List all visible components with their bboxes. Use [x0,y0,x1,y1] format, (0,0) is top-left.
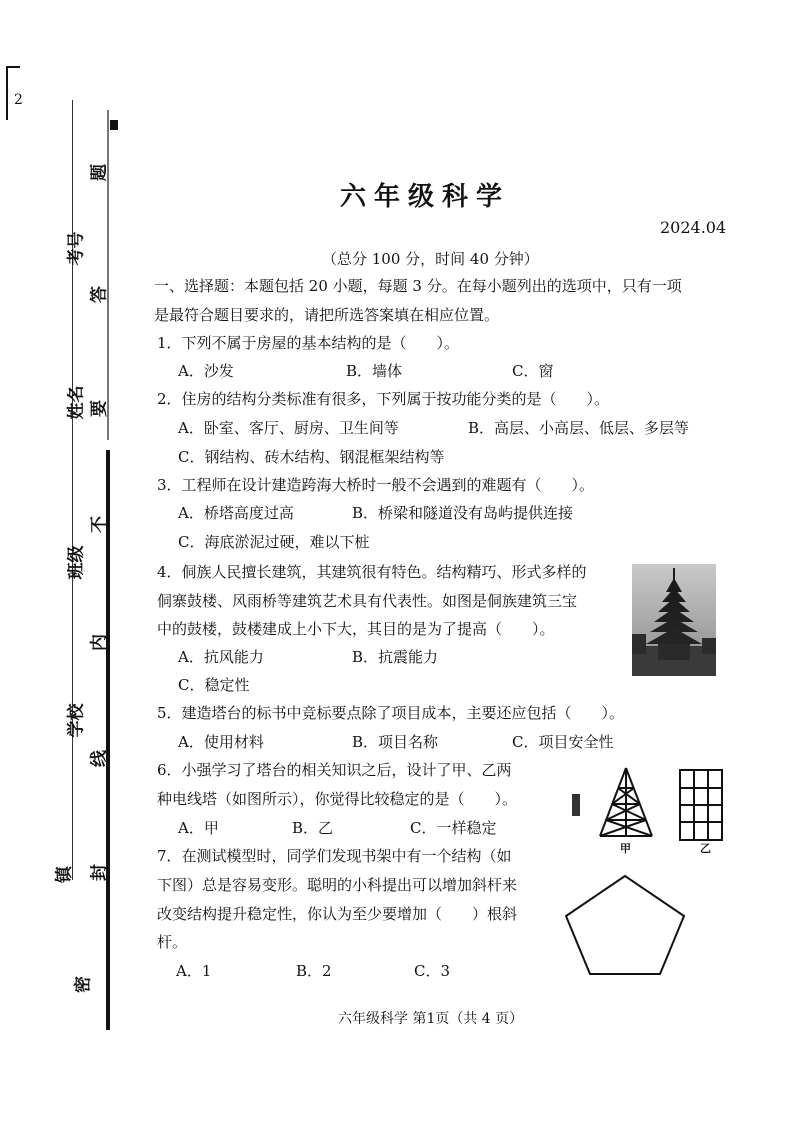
binding-line-right-top [107,110,109,440]
binding-char-da: 答 [89,286,110,303]
question-7-stem-line2: 下图）总是容易变形。聪明的小科提出可以增加斜杆来 [157,876,518,894]
binding-label-exam-id: 考号 [66,231,87,266]
binding-label-town: 镇 [54,866,75,883]
binding-line-right [106,450,110,1030]
binding-label-school: 学校 [66,703,87,738]
binding-char-bu: 不 [89,516,110,533]
question-5-stem: 5．建造塔台的标书中竞标要点除了项目成本，主要还应包括（ ）。 [157,704,625,722]
question-7-option-a[interactable]: A．1 [176,962,212,980]
binding-line-left [72,100,73,880]
question-1-option-a[interactable]: A．沙发 [178,362,234,380]
question-4-option-a[interactable]: A．抗风能力 [178,648,264,666]
question-2-stem: 2．住房的结构分类标准有很多，下列属于按功能分类的是（ ）。 [157,390,610,408]
question-5-option-c[interactable]: C．项目安全性 [512,733,614,751]
exam-subtitle: （总分 100 分，时间 40 分钟） [322,250,539,268]
question-7-stem-line1: 7．在测试模型时，同学们发现书架中有一个结构（如 [157,847,512,865]
question-2-option-b[interactable]: B．高层、小高层、低层、多层等 [468,419,690,437]
question-7-stem-line3: 改变结构提升稳定性，你认为至少要增加（ ）根斜 [157,905,518,923]
page-footer: 六年级科学 第1页（共 4 页） [338,1011,524,1027]
binding-char-yao: 要 [89,400,110,417]
question-6-stem-line1: 6．小强学习了塔台的相关知识之后，设计了甲、乙两 [157,761,512,779]
question-3-option-a[interactable]: A．桥塔高度过高 [178,504,294,522]
question-3-option-b[interactable]: B．桥梁和隧道没有岛屿提供连接 [352,504,574,522]
question-6-option-b[interactable]: B．乙 [292,819,334,837]
question-2-option-a[interactable]: A．卧室、客厅、厨房、卫生间等 [178,419,399,437]
question-1-option-b[interactable]: B．墙体 [346,362,403,380]
tower-label-jia: 甲 [620,842,631,855]
question-7-stem-line4: 杆。 [157,933,188,951]
section-heading-line2: 是最符合题目要求的，请把所选答案填在相应位置。 [154,306,500,324]
question-5-option-b[interactable]: B．项目名称 [352,733,439,751]
question-3-option-c[interactable]: C．海底淤泥过硬，难以下桩 [178,533,370,551]
drum-tower-photo [632,564,716,676]
question-3-stem: 3．工程师在设计建造跨海大桥时一般不会遇到的难题有（ ）。 [157,476,595,494]
question-7-option-c[interactable]: C．3 [414,962,451,980]
question-6-option-a[interactable]: A．甲 [178,819,219,837]
corner-number: 2 [14,92,23,108]
binding-label-class: 班级 [66,545,87,580]
binding-char-feng: 封 [89,864,110,881]
page-title: 六年级科学 [340,182,511,212]
question-1-stem: 1．下列不属于房屋的基本结构的是（ ）。 [157,334,460,352]
question-1-option-c[interactable]: C．窗 [512,362,554,380]
binding-label-name: 姓名 [66,385,87,420]
question-4-stem-line2: 侗寨鼓楼、风雨桥等建筑艺术具有代表性。如图是侗族建筑三宝 [157,592,578,610]
binding-char-nei: 内 [89,634,110,651]
tower-label-yi: 乙 [700,842,711,855]
question-7-option-b[interactable]: B．2 [296,962,332,980]
binding-char-mi: 密 [73,976,94,993]
question-2-option-c[interactable]: C．钢结构、砖木结构、钢混框架结构等 [178,448,445,466]
question-4-option-c[interactable]: C．稳定性 [178,676,250,694]
question-4-option-b[interactable]: B．抗震能力 [352,648,439,666]
question-4-stem-line3: 中的鼓楼，鼓楼建成上小下大，其目的是为了提高（ ）。 [157,620,555,638]
question-5-option-a[interactable]: A．使用材料 [178,733,264,751]
binding-char-xian: 线 [89,750,110,767]
exam-date: 2024.04 [660,218,727,237]
pentagon-figure [560,872,690,980]
section-heading-line1: 一、选择题：本题包括 20 小题，每题 3 分。在每小题列出的选项中，只有一项 [154,277,682,295]
binding-char-ti: 题 [89,164,110,181]
question-6-option-c[interactable]: C．一样稳定 [410,819,497,837]
question-6-stem-line2: 种电线塔（如图所示），你觉得比较稳定的是（ ）。 [157,790,518,808]
question-4-stem-line1: 4．侗族人民擅长建筑，其建筑很有特色。结构精巧、形式多样的 [157,563,587,581]
binding-marker [110,120,118,130]
